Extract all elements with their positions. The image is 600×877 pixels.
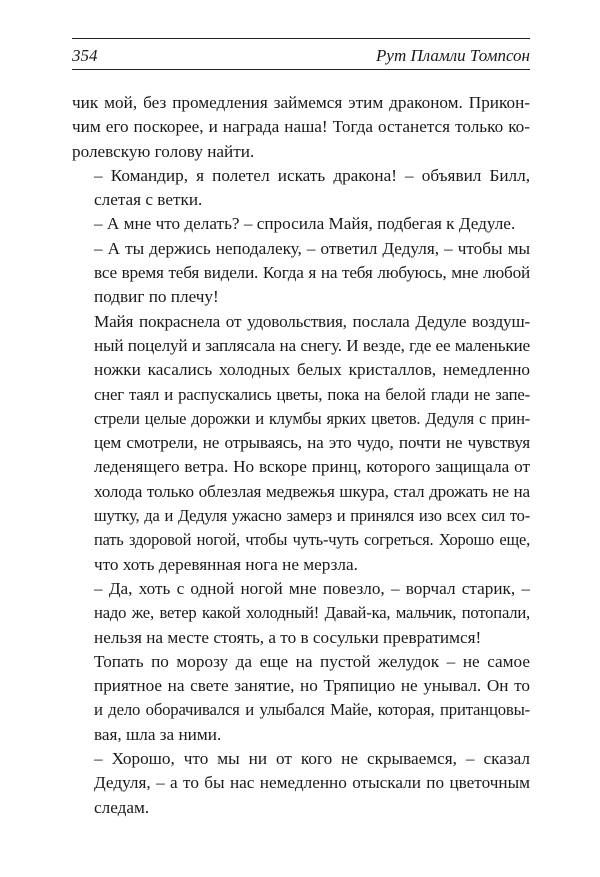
running-title: Рут Пламли Томпсон bbox=[376, 46, 530, 65]
text-line: – Хорошо, что мы ни от кого не скрываемся, – сказал bbox=[94, 749, 530, 769]
text-line: Майя покраснела от удовольствия, послала Дедуле воздуш- bbox=[94, 311, 530, 331]
text-line: все время тебя видели. Когда я на тебя любуюсь, мне любой bbox=[94, 263, 530, 283]
text-line: – А мне что делать? – спросила Майя, подбегая к Дедуле. bbox=[94, 214, 516, 234]
text-line: ножки касались холодных белых кристаллов, немедленно bbox=[94, 360, 530, 380]
text-line: холода только облезлая медвежья шкура, стал дрожать не на bbox=[94, 481, 530, 501]
page-number: 354 bbox=[72, 46, 98, 65]
text-line: подвиг по плечу! bbox=[94, 287, 219, 307]
text-line: что хоть деревянная нога не мерзла. bbox=[94, 554, 358, 574]
top-rule bbox=[72, 38, 530, 39]
paragraph bbox=[72, 91, 530, 164]
text-line: вая, шла за ними. bbox=[94, 724, 222, 744]
text-line: шутку, да и Дедуля ужасно замерз и принялся изо всех сил то- bbox=[94, 506, 530, 526]
paragraph bbox=[72, 164, 530, 213]
text-line: чик мой, без промедления займемся этим драконом. Прикон- bbox=[72, 93, 530, 112]
paragraph bbox=[72, 577, 530, 650]
text-line: леденящего ветра. Но вскоре принц, которого защищала от bbox=[94, 457, 530, 477]
paragraph bbox=[72, 650, 530, 747]
text-line: – А ты держись неподалеку, – ответил Дедуля, – чтобы мы bbox=[94, 238, 530, 258]
text-line: цем смотрели, не отрываясь, на это чудо, почти не чувствуя bbox=[94, 433, 530, 453]
text-line: следам. bbox=[94, 797, 150, 817]
running-head bbox=[72, 45, 530, 67]
header-rule bbox=[72, 69, 530, 70]
text-line: ный поцелуй и заплясала на снегу. И везде, где ее маленькие bbox=[94, 335, 530, 355]
text-line: снег таял и распускались цветы, пока на белой глади не запе- bbox=[94, 384, 530, 404]
text-line: и дело оборачивался и улыбался Майе, которая, пританцовы- bbox=[94, 700, 530, 720]
text-line: приятное на свете занятие, но Тряпицио не унывал. Он то bbox=[94, 676, 530, 696]
text-line: пать здоровой ногой, чтобы чуть-чуть согреться. Хорошо еще, bbox=[94, 530, 530, 550]
text-line: Топать по морозу да еще на пустой желудок – не самое bbox=[94, 651, 530, 671]
text-line: стрели целые дорожки и клумбы ярких цветов. Дедуля с прин- bbox=[94, 408, 530, 428]
text-line: нельзя на месте стоять, а то в сосульки превратимся! bbox=[94, 627, 482, 647]
text-line: слетая с ветки. bbox=[94, 190, 203, 210]
text-line: Дедуля, – а то бы нас немедленно отыскали по цветочным bbox=[94, 773, 530, 793]
text-line: ролевскую голову найти. bbox=[72, 141, 255, 161]
text-line: – Да, хоть с одной ногой мне повезло, – ворчал старик, – bbox=[94, 578, 530, 598]
text-line: чим его поскорее, и награда наша! Тогда останется только ко- bbox=[72, 117, 530, 137]
paragraph bbox=[72, 747, 530, 820]
paragraph bbox=[72, 212, 530, 236]
text-line: – Командир, я полетел искать дракона! – объявил Билл, bbox=[94, 165, 530, 185]
book-page bbox=[72, 38, 530, 820]
body-text bbox=[72, 91, 530, 820]
text-line: надо же, ветер какой холодный! Давай-ка, мальчик, потопали, bbox=[94, 603, 530, 623]
paragraph bbox=[72, 310, 530, 577]
paragraph bbox=[72, 237, 530, 310]
